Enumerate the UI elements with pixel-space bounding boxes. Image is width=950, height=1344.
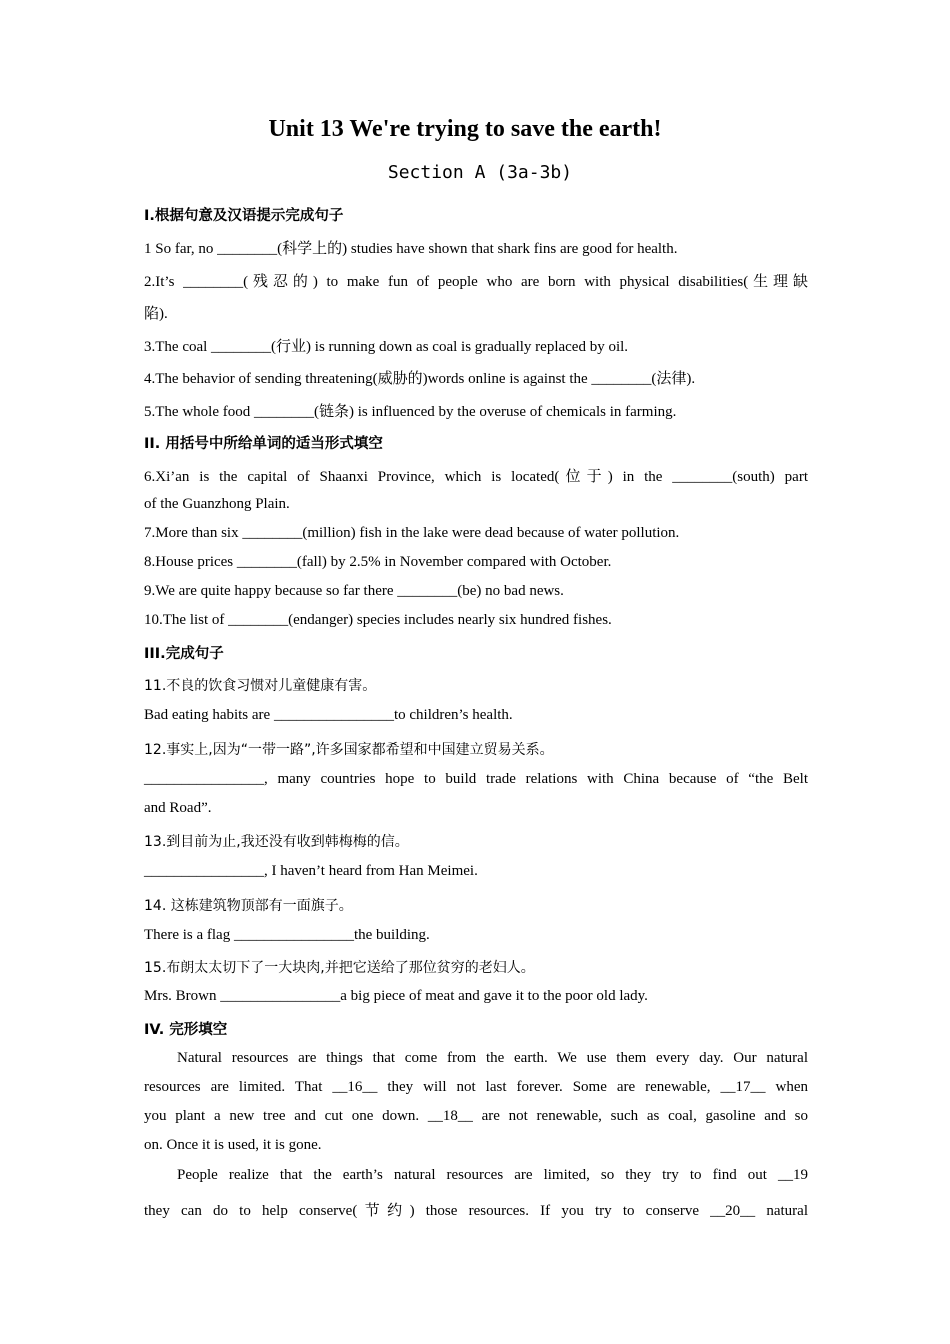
question-2-line-2: 陷). <box>144 306 168 322</box>
passage-line-6: they can do to help conserve(节约) those resources. If you try to conserve __20__ natural <box>144 1203 808 1219</box>
question-11: Bad eating habits are ________________to children’s health. <box>144 707 513 723</box>
question-6-line-2: of the Guanzhong Plain. <box>144 496 290 512</box>
page-title: Unit 13 We're trying to save the earth! <box>268 116 662 142</box>
question-4: 4.The behavior of sending threatening(威胁的)words online is against the ________(法律). <box>144 371 696 387</box>
section-2-heading: II. 用括号中所给单词的适当形式填空 <box>144 436 383 452</box>
question-13-chinese: 13.到目前为止,我还没有收到韩梅梅的信。 <box>144 834 409 850</box>
question-10: 10.The list of ________(endanger) species includes nearly six hundred fishes. <box>144 612 612 628</box>
page-subtitle: Section A (3a-3b) <box>387 162 573 183</box>
question-14-chinese: 14. 这栋建筑物顶部有一面旗子。 <box>144 898 353 914</box>
question-12-line-1: ________________, many countries hope to build trade relations with China because of “the Belt <box>144 771 808 787</box>
section-3-heading: III.完成句子 <box>144 646 224 662</box>
question-9: 9.We are quite happy because so far there ________(be) no bad news. <box>144 583 564 599</box>
passage-line-2: resources are limited. That __16__ they will not last forever. Some are renewable, __17__ when <box>144 1079 808 1095</box>
question-13: ________________, I haven’t heard from Han Meimei. <box>144 863 478 879</box>
question-15-chinese: 15.布朗太太切下了一大块肉,并把它送给了那位贫穷的老妇人。 <box>144 960 535 976</box>
question-1: 1 So far, no ________(科学上的) studies have shown that shark fins are good for health. <box>144 241 678 257</box>
question-14: There is a flag ________________the building. <box>144 927 430 943</box>
passage-line-3: you plant a new tree and cut one down. __18__ are not renewable, such as coal, gasoline and so <box>144 1108 808 1124</box>
passage-line-5: People realize that the earth’s natural resources are limited, so they try to find out __19 <box>177 1167 808 1183</box>
question-2-line-1: 2.It’s ________(残忍的) to make fun of people who are born with physical disabilities(生理缺 <box>144 274 808 290</box>
question-15: Mrs. Brown ________________a big piece of meat and gave it to the poor old lady. <box>144 988 648 1004</box>
question-8: 8.House prices ________(fall) by 2.5% in November compared with October. <box>144 554 612 570</box>
question-7: 7.More than six ________(million) fish in the lake were dead because of water pollution. <box>144 525 680 541</box>
passage-line-1: Natural resources are things that come from the earth. We use them every day. Our natural <box>177 1050 808 1066</box>
question-12-line-2: and Road”. <box>144 800 212 816</box>
section-1-heading: I.根据句意及汉语提示完成句子 <box>144 208 344 224</box>
question-6-line-1: 6.Xi’an is the capital of Shaanxi Province, which is located(位于) in the ________(south) part <box>144 469 808 485</box>
question-3: 3.The coal ________(行业) is running down as coal is gradually replaced by oil. <box>144 339 629 355</box>
question-12-chinese: 12.事实上,因为“一带一路”,许多国家都希望和中国建立贸易关系。 <box>144 742 554 758</box>
passage-line-4: on. Once it is used, it is gone. <box>144 1137 322 1153</box>
question-11-chinese: 11.不良的饮食习惯对儿童健康有害。 <box>144 678 377 694</box>
question-5: 5.The whole food ________(链条) is influenced by the overuse of chemicals in farming. <box>144 404 677 420</box>
section-4-heading: IV. 完形填空 <box>144 1022 228 1038</box>
